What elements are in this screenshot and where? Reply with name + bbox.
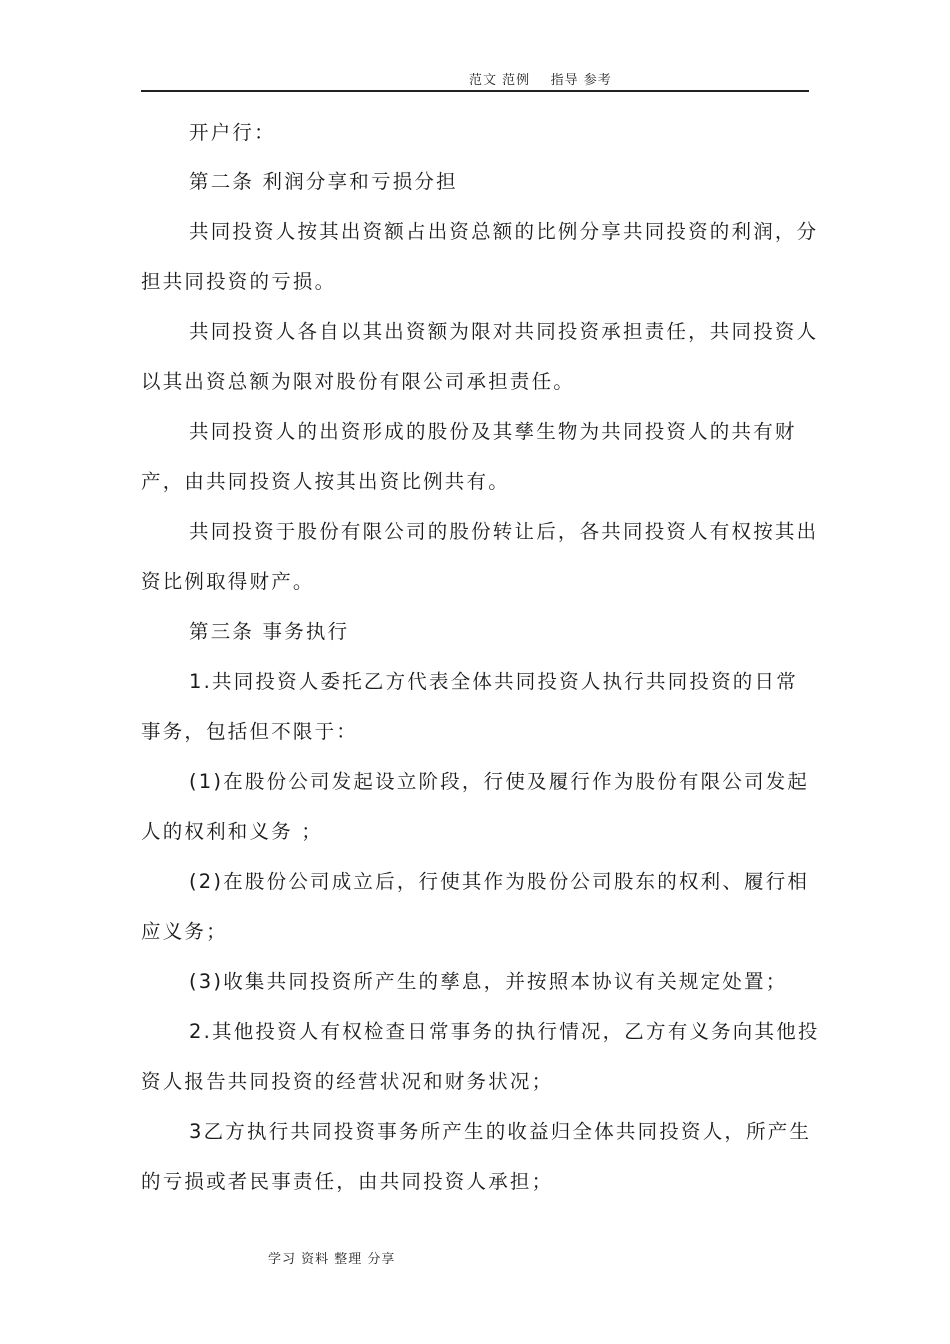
paragraph-line: 产，由共同投资人按其出资比例共有。	[141, 470, 510, 493]
page-header	[141, 68, 809, 92]
page-footer: 学习 资料 整理 分享	[268, 1252, 396, 1267]
section-heading: 第二条 利润分享和亏损分担	[189, 170, 458, 193]
paragraph-line: 担共同投资的亏损。	[141, 270, 337, 293]
paragraph-line: 3乙方执行共同投资事务所产生的收益归全体共同投资人，所产生	[189, 1120, 812, 1143]
paragraph-line: 人的权利和义务 ；	[141, 820, 323, 843]
paragraph-line: 2.其他投资人有权检查日常事务的执行情况，乙方有义务向其他投	[189, 1020, 820, 1043]
paragraph-line: 资人报告共同投资的经营状况和财务状况；	[141, 1070, 554, 1093]
paragraph-line: (3)收集共同投资所产生的孳息，并按照本协议有关规定处置；	[189, 970, 788, 993]
paragraph-line: 共同投资人的出资形成的股份及其孳生物为共同投资人的共有财	[189, 420, 797, 443]
section-heading: 第三条 事务执行	[189, 620, 350, 643]
paragraph-line: (2)在股份公司成立后，行使其作为股份公司股东的权利、履行相	[189, 870, 810, 893]
paragraph-line: 资比例取得财产。	[141, 570, 315, 593]
paragraph-line: 共同投资于股份有限公司的股份转让后，各共同投资人有权按其出	[189, 520, 819, 543]
header-text: 范文 范例 指导 参考	[469, 73, 612, 88]
paragraph-line: 开户行：	[189, 121, 276, 144]
paragraph-line: 的亏损或者民事责任，由共同投资人承担；	[141, 1170, 554, 1193]
paragraph-line: 共同投资人按其出资额占出资总额的比例分享共同投资的利润，分	[189, 220, 819, 243]
paragraph-line: 1.共同投资人委托乙方代表全体共同投资人执行共同投资的日常	[189, 670, 798, 693]
paragraph-line: 事务，包括但不限于：	[141, 720, 359, 743]
paragraph-line: 共同投资人各自以其出资额为限对共同投资承担责任，共同投资人	[189, 320, 819, 343]
paragraph-line: (1)在股份公司发起设立阶段，行使及履行作为股份有限公司发起	[189, 770, 810, 793]
paragraph-line: 以其出资总额为限对股份有限公司承担责任。	[141, 370, 576, 393]
paragraph-line: 应义务；	[141, 920, 228, 943]
